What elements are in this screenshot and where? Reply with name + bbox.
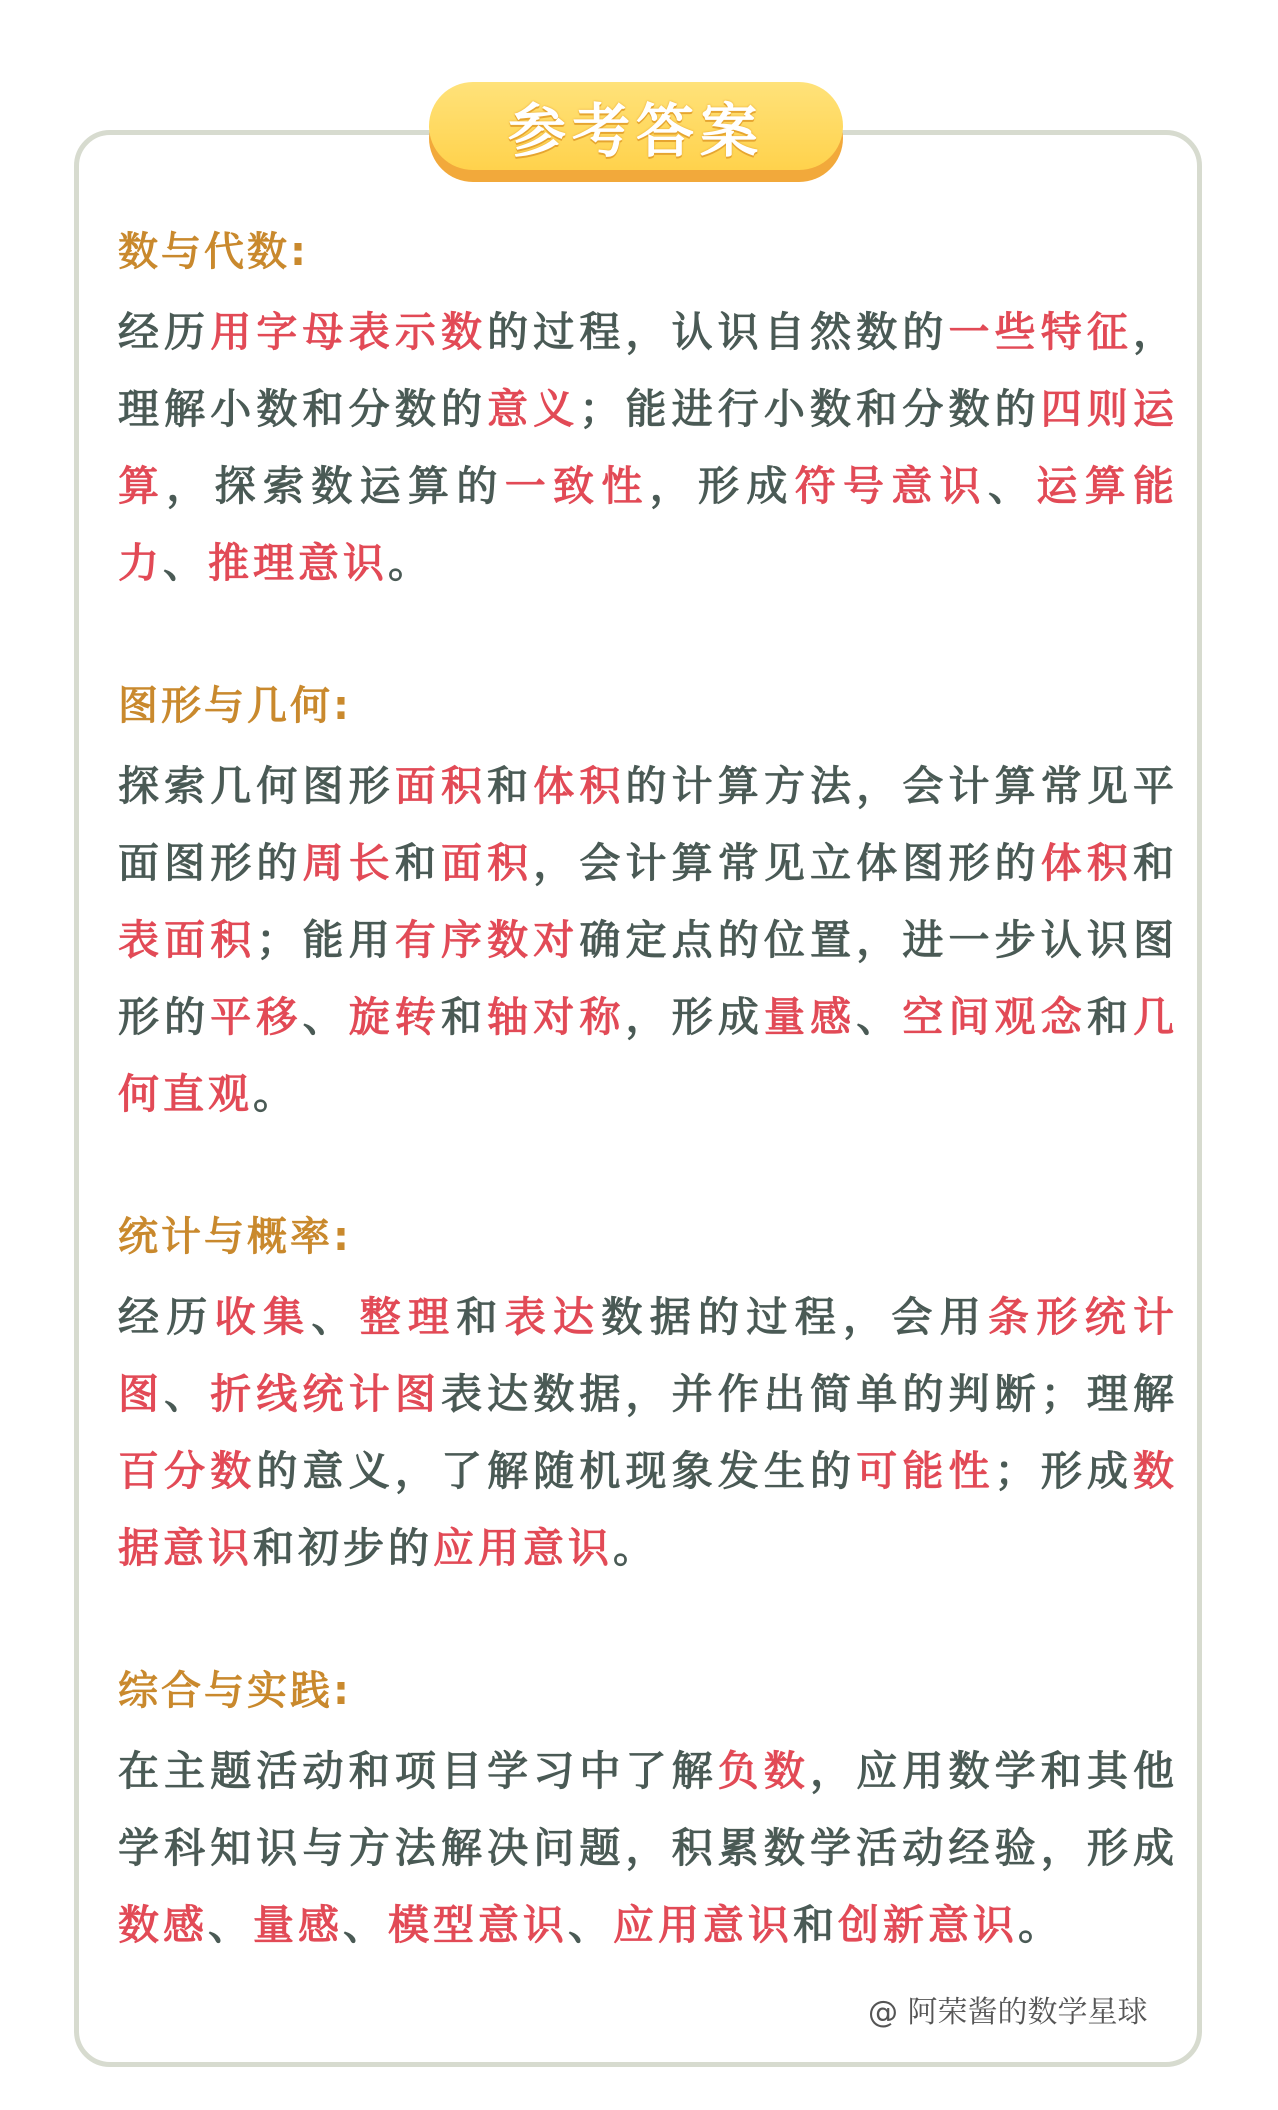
body-text: 确定点的位置，进一步认识图形的	[118, 916, 1179, 1041]
highlight-term: 体积	[533, 762, 626, 810]
section-paragraph	[118, 1279, 1178, 1587]
watermark: @ 阿荣酱的数学星球	[868, 1995, 1148, 2030]
body-text: ，形成	[625, 993, 764, 1041]
body-text: 、	[568, 1901, 613, 1949]
section-title: 数与代数:	[118, 229, 309, 275]
body-text: ；能用	[256, 916, 395, 964]
highlight-term: 周长	[302, 839, 395, 887]
section-number-algebra	[118, 228, 1178, 602]
highlight-term: 旋转	[348, 993, 441, 1041]
body-text: 的过程，认识自然数的	[487, 308, 949, 356]
badge-label: 参考答案	[429, 82, 843, 170]
section-geometry	[118, 682, 1178, 1133]
highlight-term: 应用意识	[613, 1901, 793, 1949]
highlight-term: 有序数对	[394, 916, 580, 964]
highlight-term: 四则运算	[118, 385, 1179, 510]
body-text: 和	[1086, 993, 1134, 1041]
body-text: ，探索数运算的	[166, 462, 505, 510]
section-practice	[118, 1667, 1178, 1964]
body-text: 、	[311, 1293, 360, 1341]
section-title: 统计与概率:	[118, 1214, 352, 1260]
section-title: 图形与几何:	[118, 683, 352, 729]
highlight-term: 量感	[763, 993, 857, 1041]
highlight-term: 运算能力	[118, 462, 1179, 587]
body-text: ；形成	[994, 1447, 1134, 1495]
highlight-term: 应用意识	[433, 1524, 613, 1572]
highlight-term: 模型意识	[388, 1901, 568, 1949]
highlight-term: 表面积	[118, 916, 257, 964]
section-title: 综合与实践:	[118, 1668, 352, 1714]
highlight-term: 数感	[118, 1901, 208, 1949]
highlight-term: 量感	[253, 1901, 343, 1949]
body-text: ，应用数学和其他学科知识与方法解决问题，积累数学活动经验，形成	[118, 1747, 1179, 1872]
body-text: 、	[163, 539, 208, 587]
body-text: 和	[793, 1901, 838, 1949]
body-text: ，形成	[649, 462, 795, 510]
highlight-term: 用字母表示数	[210, 308, 488, 356]
body-text: 、	[164, 1370, 211, 1418]
badge	[429, 82, 843, 182]
highlight-term: 意义	[487, 385, 580, 433]
highlight-term: 可能性	[856, 1447, 995, 1495]
body-text: ，理解小数和分数的	[118, 308, 1179, 433]
section-paragraph	[118, 294, 1178, 602]
highlight-term: 收集	[214, 1293, 312, 1341]
body-text: 在主题活动和项目学习中了解	[118, 1747, 718, 1795]
highlight-term: 一致性	[504, 462, 650, 510]
section-statistics	[118, 1213, 1178, 1587]
body-text: 的计算方法，会计算常见平面图形的	[118, 762, 1179, 887]
highlight-term: 创新意识	[838, 1901, 1018, 1949]
answer-content	[118, 228, 1178, 2044]
body-text: 和	[394, 839, 441, 887]
body-text: 和	[1133, 839, 1179, 887]
body-text: 和	[456, 1293, 505, 1341]
body-text: 探索几何图形	[118, 762, 395, 810]
section-paragraph	[118, 1733, 1178, 1964]
section-paragraph	[118, 748, 1178, 1133]
highlight-term: 面积	[440, 839, 534, 887]
body-text: 。	[388, 539, 433, 587]
body-text: 。	[613, 1524, 658, 1572]
highlight-term: 折线统计图	[210, 1370, 441, 1418]
body-text: 经历	[118, 1293, 215, 1341]
body-text: 表达数据，并作出简单的判断；理解	[440, 1370, 1179, 1418]
body-text: ，会计算常见立体图形的	[533, 839, 1041, 887]
highlight-term: 面积	[394, 762, 488, 810]
body-text: 、	[302, 993, 349, 1041]
body-text: 经历	[118, 308, 211, 356]
highlight-term: 表达	[504, 1293, 602, 1341]
body-text: 、	[856, 993, 903, 1041]
body-text: 、	[988, 462, 1037, 510]
body-text: 数据的过程，会用	[601, 1293, 989, 1341]
body-text: 。	[253, 1070, 298, 1118]
body-text: 和初步的	[253, 1524, 433, 1572]
highlight-term: 条形统计图	[118, 1293, 1179, 1418]
highlight-term: 体积	[1040, 839, 1134, 887]
highlight-term: 推理意识	[208, 539, 388, 587]
body-text: 、	[208, 1901, 253, 1949]
highlight-term: 轴对称	[487, 993, 626, 1041]
body-text: 和	[440, 993, 488, 1041]
highlight-term: 空间观念	[902, 993, 1087, 1041]
highlight-term: 一些特征	[948, 308, 1134, 356]
highlight-term: 负数	[717, 1747, 811, 1795]
highlight-term: 数据意识	[118, 1447, 1179, 1572]
highlight-term: 符号意识	[794, 462, 989, 510]
highlight-term: 百分数	[118, 1447, 257, 1495]
highlight-term: 几何直观	[118, 993, 1179, 1118]
highlight-term: 平移	[210, 993, 303, 1041]
body-text: 的意义，了解随机现象发生的	[256, 1447, 857, 1495]
body-text: 。	[1018, 1901, 1063, 1949]
body-text: 、	[343, 1901, 388, 1949]
body-text: ；能进行小数和分数的	[579, 385, 1041, 433]
highlight-term: 整理	[359, 1293, 457, 1341]
body-text: 和	[487, 762, 534, 810]
